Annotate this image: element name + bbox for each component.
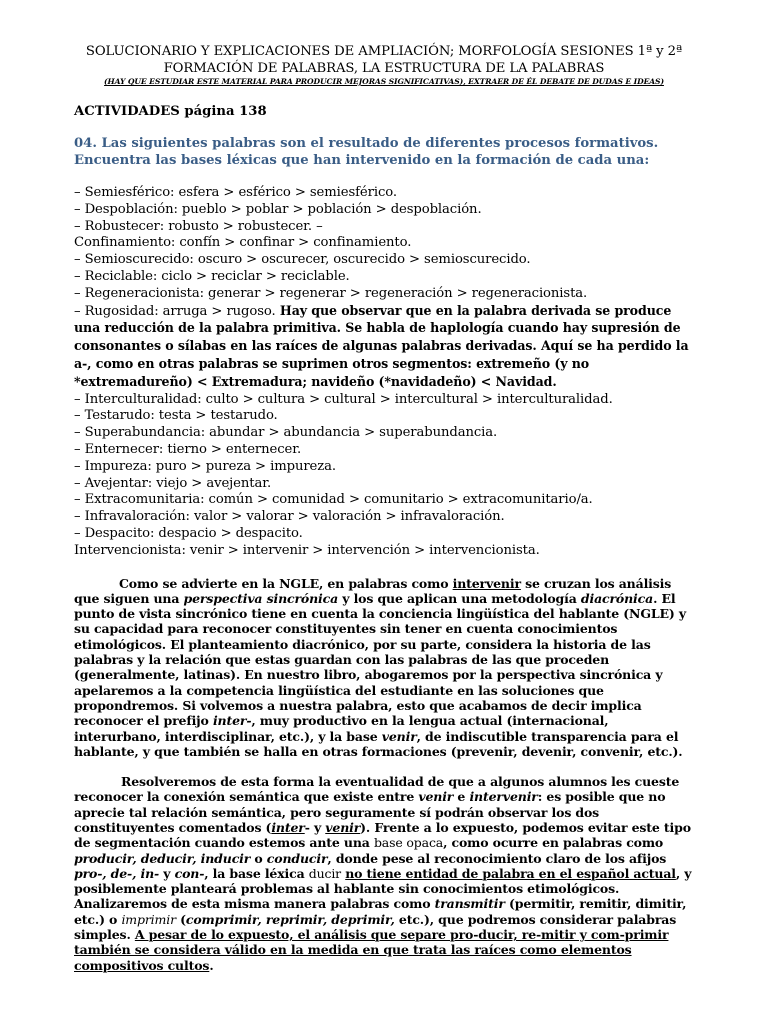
text-run: , como ocurre en palabras como (443, 835, 664, 851)
list-item: – Semiesférico: esfera > esférico > semiesférico. (74, 185, 397, 200)
italic-term: perspectiva sincrónica (183, 590, 339, 606)
italic-term: con- (174, 865, 205, 881)
text-run: ). Frente a lo expuesto, podemos evitar este tipo de segmentación cuando estemos ante una (74, 819, 691, 851)
list-item: – Regeneracionista: generar > regenerar > regeneración > regeneracionista. (74, 285, 588, 301)
italic-normal-term: imprimir (121, 911, 176, 927)
normal-term: base opaca (373, 835, 444, 851)
document-title-line-2: FORMACIÓN DE PALABRAS, LA ESTRUCTURA DE LA PALABRAS (163, 60, 605, 76)
text-run: . (209, 957, 214, 973)
text-run: , y posiblemente planteará problemas al hablante sin conocimientos etimológicos. Analizaremos de esta misma manera palabras como (74, 865, 692, 912)
list-item: – Interculturalidad: culto > cultura > cultural > intercultural > interculturalidad. (74, 391, 613, 407)
text-run: etc.), que podremos considerar palabras simples. (74, 911, 677, 943)
list-item: Confinamiento: confín > confinar > confinamiento. (74, 235, 412, 251)
list-item: – Despacito: despacio > despacito. (74, 525, 303, 541)
list-item: – Impureza: puro > pureza > impureza. (74, 458, 336, 474)
document-note: (HAY QUE ESTUDIAR ESTE MATERIAL PARA PRODUCIR MEJORAS SIGNIFICATIVAS), EXTRAER DE ÉL DEBATE DE DUDAS E IDEAS) (104, 77, 664, 86)
text-run: , muy productivo en la lengua actual (internacional, interurbano, interdisciplinar, etc.), y la base (74, 713, 609, 744)
italic-term: venir (418, 789, 454, 805)
italic-term: comprimir, reprimir, deprimir, (185, 911, 395, 927)
text-run: (permitir, remitir, dimitir, etc.) o (74, 896, 687, 927)
italic-term: intervenir (469, 789, 538, 805)
list-item: – Enternecer: tierno > enternecer. (74, 441, 302, 457)
document-page (74, 44, 694, 973)
text-run: o (250, 850, 267, 866)
text-run: se cruzan los análisis que siguen una (74, 575, 672, 606)
italic-term: transmitir (434, 896, 505, 912)
list-item-rugosidad (74, 303, 694, 392)
underlined-phrase: no tiene entidad de palabra en el español actual (345, 865, 676, 881)
text-run: , la base léxica (204, 865, 309, 881)
underlined-phrase: A pesar de lo expuesto, el análisis que separe pro-ducir, re-mitir y com-primir (134, 927, 669, 943)
italic-term: inter- (212, 713, 252, 729)
document-title-line-1: SOLUCIONARIO Y EXPLICACIONES DE AMPLIACIÓN; MORFOLOGÍA SESIONES 1ª y 2ª (85, 44, 683, 59)
list-item: – Extracomunitaria: común > comunidad > comunitario > extracomunitario/a. (74, 492, 593, 508)
list-item: – Despoblación: pueblo > poblar > población > despoblación. (74, 201, 482, 217)
text-run: - y (304, 819, 326, 835)
italic-term: venir (381, 728, 417, 744)
text-run: Como se advierte en la NGLE, en palabras como (119, 575, 453, 591)
text-run: , donde pese al reconocimiento claro de los afijos (327, 850, 667, 866)
haplologia-note: Hay que observar que en la palabra derivada se produce una reducción de la palabra primitiva. Se habla de haplología cuando hay supresión de consonantes o sílabas en las raíces de algunas palabras derivadas. Aquí se ha perdido la a-, como en otras palabras se suprimen otros segmentos: extremeño (y no *extremadureño) < Extremadura; navideño (*navidadeño) < Navidad. (74, 302, 689, 389)
list-item: Intervencionista: venir > intervenir > intervención > intervencionista. (74, 542, 540, 558)
word-formation-list (74, 185, 694, 560)
italic-term: producir, deducir, inducir (74, 850, 251, 866)
underlined-italic-term: inter (271, 819, 305, 835)
text-run: ( (175, 911, 186, 927)
text-run: Resolveremos de esta forma la eventualidad de que a algunos alumnos les cueste reconocer la conexión semántica que existe entre (74, 774, 680, 805)
list-item-text: – Rugosidad: arruga > rugoso. (74, 303, 276, 319)
underlined-phrase: también se considera válido en la medida en que trata las raíces como elementos compositivos cultos (74, 942, 632, 973)
list-item: – Robustecer: robusto > robustecer. – (74, 218, 323, 234)
text-run: . El punto de vista sincrónico tiene en cuenta la conciencia lingüística del hablante (NGLE) y su capacidad para reconocer constituyentes sin tener en cuenta conocimientos etimológicos. El planteamiento diacrónico, por su parte, considera la historia de las palabras y la relación que estas guardan con las palabras de las que proceden (generalmente, latinas). En nuestro libro, abogaremos por la perspectiva sincrónica y apelaremos a la competencia lingüística del estudiante en las soluciones que propondremos. Si volvemos a nuestra palabra, esto que acabamos de decir implica reconocer el prefijo (74, 590, 686, 729)
text-run: y los que aplican una metodología (338, 590, 581, 606)
paragraph-ngle (74, 576, 694, 760)
paragraph-segmentation (74, 774, 694, 973)
text-run: : es posible que no aprecie tal relación semántica, pero seguramente sí podrán observar los dos constituyentes comentados ( (74, 789, 666, 835)
italic-term: pro-, de-, in- (74, 865, 160, 881)
italic-term: conducir (266, 850, 328, 866)
underlined-term: intervenir (452, 575, 521, 591)
list-item: – Semioscurecido: oscuro > oscurecer, oscurecido > semioscurecido. (74, 252, 531, 268)
activities-heading: ACTIVIDADES página 138 (74, 104, 267, 119)
list-item: – Reciclable: ciclo > reciclar > reciclable. (74, 268, 350, 284)
list-item: – Superabundancia: abundar > abundancia > superabundancia. (74, 425, 498, 441)
list-item: – Infravaloración: valor > valorar > valoración > infravaloración. (74, 509, 505, 525)
text-run: y (159, 865, 175, 881)
italic-term: diacrónica (580, 590, 654, 606)
normal-term: ducir (308, 865, 342, 881)
list-item: – Testarudo: testa > testarudo. (74, 408, 278, 424)
text-run: , de indiscutible transparencia para el hablante, y que también se halla en otras formaciones (prevenir, devenir, convenir, etc.). (74, 728, 683, 759)
text-run: e (453, 789, 470, 805)
question-04: 04. Las siguientes palabras son el resultado de diferentes procesos formativos. Encuentra las bases léxicas que han intervenido en la formación de cada una: (74, 136, 659, 168)
underlined-italic-term: venir (325, 819, 361, 835)
list-item: – Avejentar: viejo > avejentar. (74, 475, 272, 491)
